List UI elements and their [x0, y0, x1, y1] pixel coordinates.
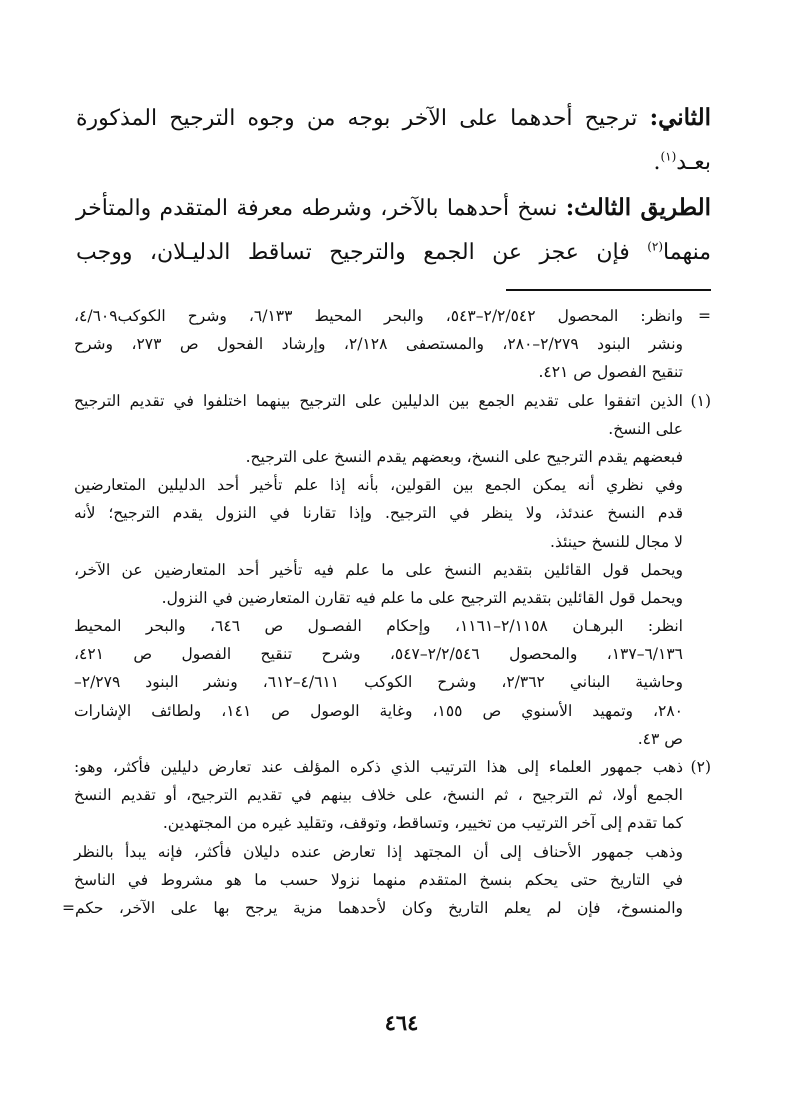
footnote-text: لا مجال للنسخ حينئذ.: [550, 532, 683, 551]
footnote-text: الذين اتفقوا على تقديم الجمع بين الدليلين على الترجيح بينهما اختلفوا في تقديم الترجيح: [74, 391, 683, 410]
footnote-text: ٢٨٠، وتمهيد الأسنوي ص ١٥٥، وغاية الوصول ص ١٤١، ولطائف الإشارات: [74, 701, 683, 720]
section-label: الطريق الثالث:: [565, 194, 711, 221]
footnote-line: [74, 781, 711, 809]
footnote-line: [74, 528, 711, 556]
footnote-text: قدم النسخ عندئذ، ولا ينظر في الترجيح. وإذا تقارنا في النزول يقدم الترجيح؛ لأنه: [74, 504, 683, 523]
footnote-line: [74, 697, 711, 725]
footnote-line: [74, 415, 711, 443]
footnote-line: [74, 358, 711, 386]
main-line-text: منهما: [663, 240, 712, 265]
footnote-line: [74, 499, 711, 527]
footnote-text: ويحمل قول القائلين بتقديم الترجيح على ما علم فيه تقارن المتعارضين في النزول.: [161, 588, 683, 607]
footnote-line: [74, 640, 711, 668]
footnote-line: [74, 725, 711, 753]
footnote-text: والمنسوخ، فإن لم يعلم التاريخ وكان لأحدهما مزية يرجح بها على الآخر، حكم: [75, 898, 683, 917]
page-number: ٤٦٤: [384, 1010, 419, 1035]
footnote-line: [74, 866, 711, 894]
footnote-continues-marker: =: [62, 898, 75, 917]
footnote-text: وانظر: المحصول ٢/٢/٥٤٢–٥٤٣، والبحر المحيط ٦/١٣٣، وشرح الكوكب٤/٦٠٩،: [74, 307, 684, 325]
footnote-marker: (١): [690, 391, 711, 410]
main-line-text: بعـد: [676, 150, 711, 175]
main-line-text: فإن عجز عن الجمع والترجيح تساقط الدليـلان، ووجب: [76, 240, 630, 265]
footnote-separator: [506, 289, 711, 291]
footnote-continuation-marker: =: [698, 307, 712, 325]
footnotes: [62, 302, 712, 922]
footnote-text: ص ٤٣.: [637, 729, 683, 748]
footnote-line: [74, 556, 711, 584]
footnote-text: في التاريخ حتى يحكم بنسخ المتقدم منهما نزولا حسب ما هو مشروط في الناسخ: [74, 870, 683, 889]
footnote-text: ذهب جمهور العلماء إلى هذا الترتيب الذي ذكره المؤلف عند تعارض دليلين فأكثر، وهو:: [74, 758, 683, 776]
footnote-line: [74, 753, 711, 781]
footnote-text: وفي نظري أنه يمكن الجمع بين القولين، بأنه إذا علم تأخير أحد الدليلين المتعارضين: [74, 476, 683, 495]
footnote-line: [74, 584, 711, 612]
footnote-text: الجمع أولا، ثم الترجيح ، ثم النسخ، على خلاف بينهم في تقديم الترجيح، أو تقديم النسخ: [74, 786, 683, 805]
footnote-line: [74, 443, 711, 471]
footnote-line: [74, 330, 711, 358]
footnote-text: تنقيح الفصول ص ٤٢١.: [538, 363, 683, 382]
footnote-text: ونشر البنود ٢/٢٧٩–٢٨٠، والمستصفى ٢/١٢٨، وإرشاد الفحول ص ٢٧٣، وشرح: [74, 335, 683, 354]
footnote-text: وذهب جمهور الأحناف إلى أن المجتهد إذا تعارض عنده دليلان فأكثر، فإنه يبدأ بالنظر: [74, 842, 683, 861]
footnote-line: [62, 894, 711, 922]
main-line: [76, 141, 711, 185]
footnote-text: ٦/١٣٦–١٣٧، والمحصول ٢/٢/٥٤٦–٥٤٧، وشرح تنقيح الفصول ص ٤٢١،: [74, 645, 683, 664]
footnote-ref: (٢): [647, 239, 664, 254]
footnote-text: كما تقدم إلى آخر الترتيب من تخيير، وتساقط، وتوقف، وتقليد غيره من المجتهدين.: [162, 814, 683, 833]
main-text-paragraph-2: [76, 186, 711, 275]
section-label: الثاني:: [649, 104, 711, 131]
main-line: [76, 96, 711, 141]
footnote-text: على النسخ.: [608, 419, 683, 438]
main-line: [76, 231, 711, 275]
footnote-text: ويحمل قول القائلين بتقديم النسخ على ما علم فيه تأخير أحد المتعارضين عن الآخر،: [74, 560, 683, 579]
main-line-text: .: [653, 150, 661, 175]
footnote-marker: (٢): [690, 758, 711, 776]
footnote-ref: (١): [660, 149, 677, 164]
footnote-line: [74, 471, 711, 499]
footnote-line: [74, 302, 711, 330]
main-line-text: نسخ أحدهما بالآخر، وشرطه معرفة المتقدم والمتأخر: [76, 196, 558, 221]
main-line: [76, 186, 711, 231]
footnote-line: [74, 668, 711, 696]
footnote-line: [74, 809, 711, 837]
footnote-line: [74, 838, 711, 866]
footnote-line: [74, 612, 711, 640]
footnote-text: فبعضهم يقدم الترجيح على النسخ، وبعضهم يقدم النسخ على الترجيح.: [245, 447, 683, 466]
main-text: [76, 96, 711, 185]
footnote-text: وحاشية البناني ٢/٣٦٢، وشرح الكوكب ٤/٦١١–٦١٢، ونشر البنود ٢/٢٧٩–: [74, 673, 683, 692]
main-line-text: ترجيح أحدهما على الآخر بوجه من وجوه الترجيح المذكورة: [76, 106, 638, 131]
footnote-text: انظر: البرهـان ٢/١١٥٨–١١٦١، وإحكام الفصـول ص ٦٤٦، والبحر المحيط: [74, 617, 683, 636]
footnote-line: [74, 387, 711, 415]
